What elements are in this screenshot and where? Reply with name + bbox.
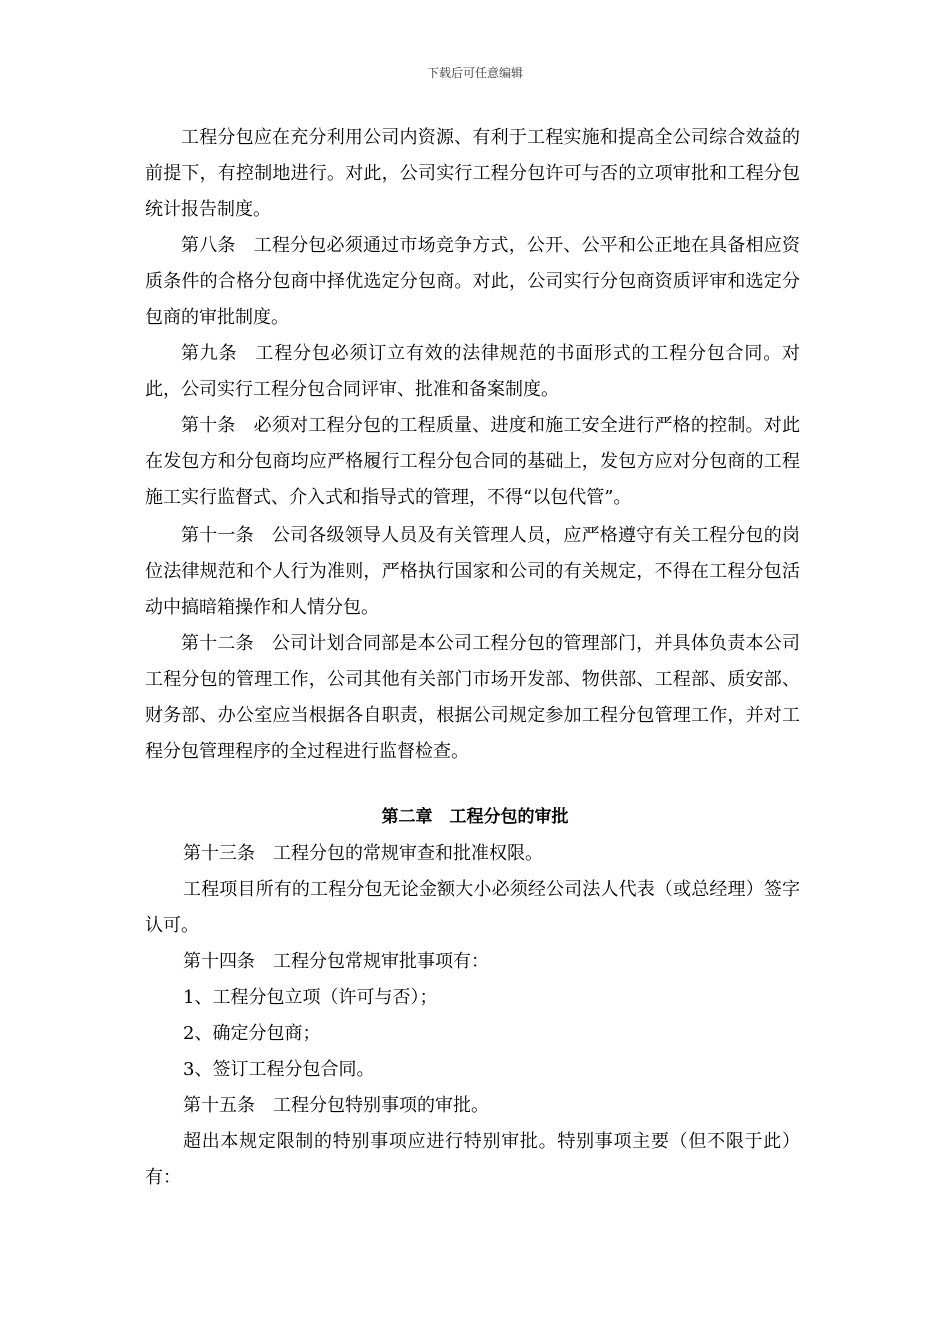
paragraph-article-15 (145, 1088, 800, 1124)
paragraph-special-items (145, 1124, 800, 1196)
article-number: 第十五条 (183, 1095, 255, 1116)
page-header-note: 下载后可任意编辑 (426, 66, 523, 80)
paragraph-article-9 (145, 336, 800, 408)
list-item-text: 2、确定分包商； (183, 1023, 321, 1044)
list-item-text: 3、签订工程分包合同。 (183, 1059, 375, 1080)
paragraph-text: 工程分包必须订立有效的法律规范的书面形式的工程分包合同。对此，公司实行工程分包合同评审、批准和备案制度。 (145, 343, 800, 400)
paragraph-text: 工程分包应在充分利用公司内资源、有利于工程实施和提高全公司综合效益的前提下，有控制地进行。对此，公司实行工程分包许可与否的立项审批和工程分包统计报告制度。 (145, 127, 800, 220)
list-item-1 (145, 980, 800, 1016)
paragraph-article-11 (145, 518, 800, 626)
article-number: 第九条 (181, 343, 238, 364)
paragraph-text: 工程项目所有的工程分包无论金额大小必须经公司法人代表（或总经理）签字认可。 (145, 879, 800, 936)
paragraph-article-13 (145, 836, 800, 872)
article-number: 第十条 (181, 415, 236, 436)
paragraph-article-14 (145, 944, 800, 980)
article-number: 第十二条 (181, 633, 254, 654)
article-number: 第十一条 (181, 525, 254, 546)
paragraph-text: 工程分包的常规审查和批准权限。 (273, 843, 543, 864)
list-item-2 (145, 1016, 800, 1052)
article-number: 第十四条 (183, 951, 255, 972)
paragraph-text: 公司计划合同部是本公司工程分包的管理部门，并具体负责本公司工程分包的管理工作，公司其他有关部门市场开发部、物供部、工程部、质安部、财务部、办公室应当根据各自职责，根据公司规定参加工程分包管理工作，并对工程分包管理程序的全过程进行监督检查。 (145, 633, 800, 762)
paragraph-intro (145, 120, 800, 228)
chapter-heading: 第二章 工程分包的审批 (381, 807, 569, 827)
article-number: 第十三条 (183, 843, 255, 864)
article-number: 第八条 (181, 235, 236, 256)
paragraph-article-10 (145, 408, 800, 516)
paragraph-text: 公司各级领导人员及有关管理人员，应严格遵守有关工程分包的岗位法律规范和个人行为准则，严格执行国家和公司的有关规定，不得在工程分包活动中搞暗箱操作和人情分包。 (145, 525, 800, 618)
paragraph-text: 工程分包常规审批事项有： (273, 951, 489, 972)
paragraph-article-12 (145, 626, 800, 770)
paragraph-approval-rule (145, 872, 800, 944)
list-item-text: 1、工程分包立项（许可与否）； (183, 987, 438, 1008)
paragraph-text: 工程分包特别事项的审批。 (273, 1095, 489, 1116)
paragraph-text: 必须对工程分包的工程质量、进度和施工安全进行严格的控制。对此在发包方和分包商均应严格履行工程分包合同的基础上，发包方应对分包商的工程施工实行监督式、介入式和指导式的管理，不得“以包代管”。 (145, 415, 800, 508)
paragraph-text: 超出本规定限制的特别事项应进行特别审批。特别事项主要（但不限于此）有： (145, 1131, 800, 1188)
list-item-3 (145, 1052, 800, 1088)
paragraph-text: 工程分包必须通过市场竞争方式，公开、公平和公正地在具备相应资质条件的合格分包商中择优选定分包商。对此，公司实行分包商资质评审和选定分包商的审批制度。 (145, 235, 800, 328)
paragraph-article-8 (145, 228, 800, 336)
